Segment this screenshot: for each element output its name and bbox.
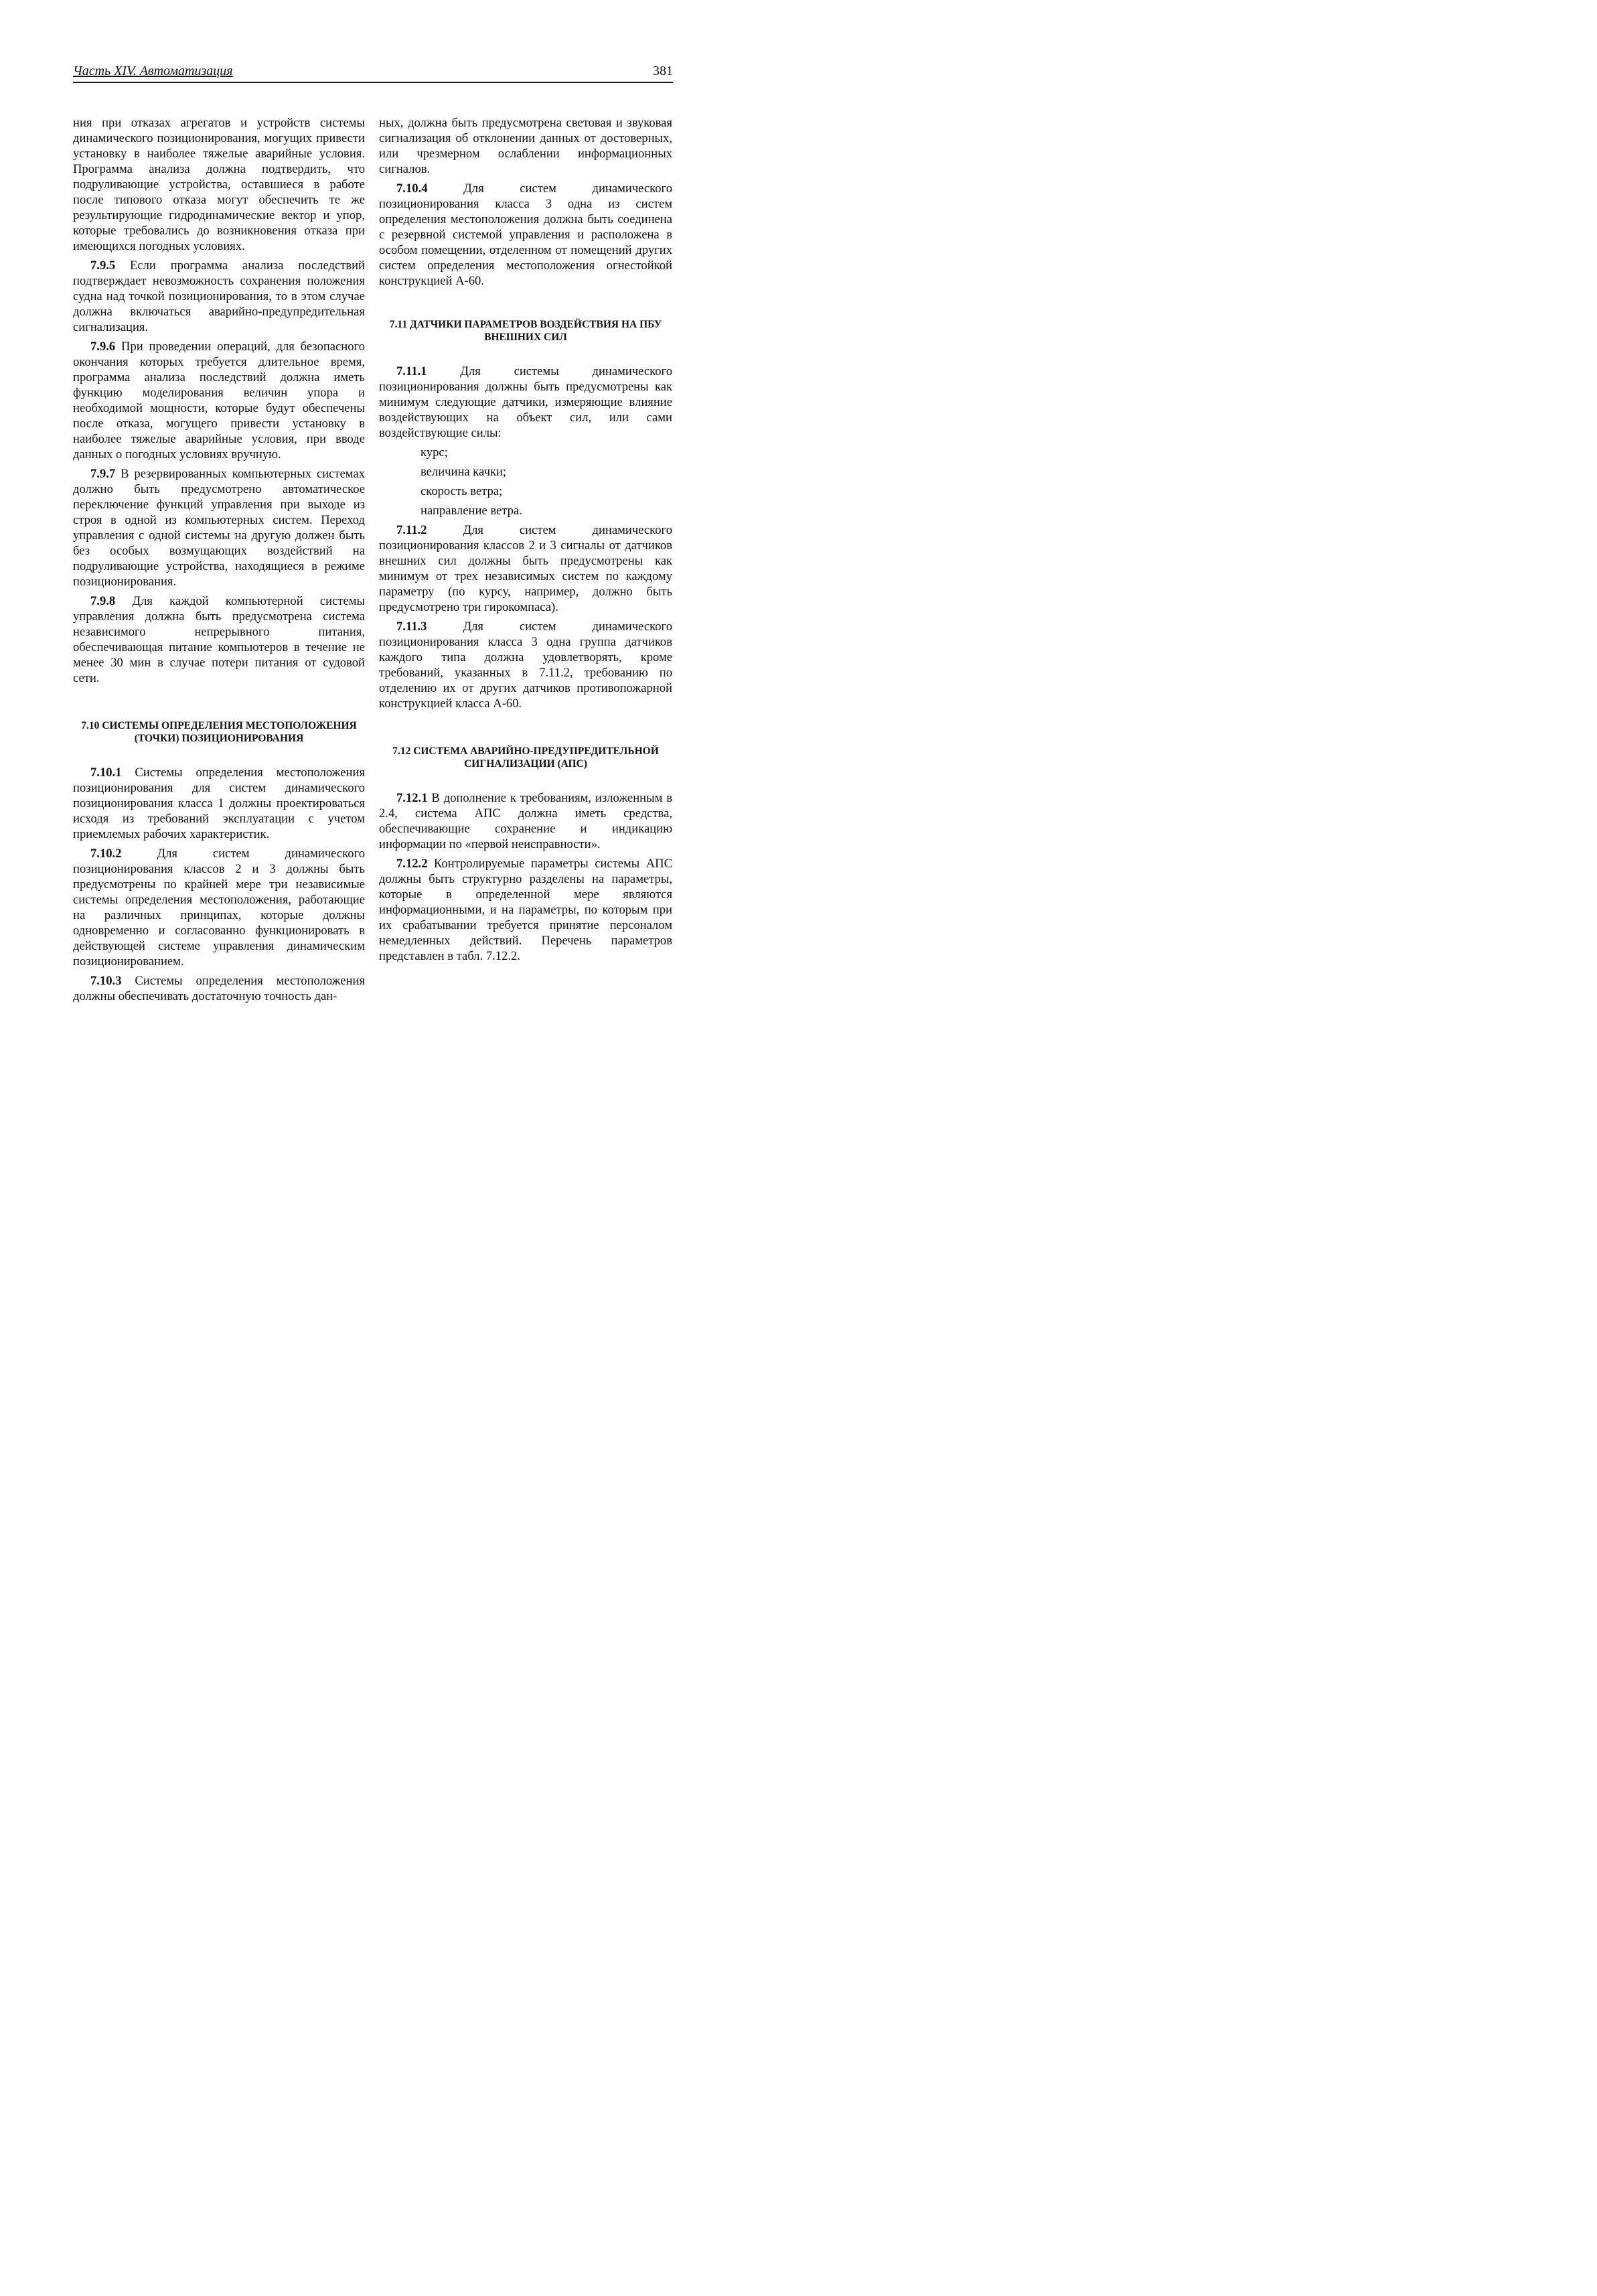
paragraph-7-9-5 [73, 258, 365, 335]
clause-text: Если программа анализа последствий подтверждает невозможность сохранения положения судна над точкой позиционирования, то в этом случае должна включаться аварийно-предупредительная сигнализация. [73, 259, 365, 334]
clause-text: В дополнение к требованиям, изложенным в 2.4, система АПС должна иметь средства, обеспечивающие сохранение и индикацию информации по «первой неисправности». [379, 791, 672, 851]
clause-number: 7.10.4 [396, 182, 428, 196]
clause-number: 7.10.2 [90, 847, 122, 861]
page-header [73, 63, 673, 83]
page-number: 381 [653, 64, 673, 78]
clause-text: Для систем динамического позиционирования классов 2 и 3 сигналы от датчиков внешних сил должны быть предусмотрены как минимум от трех независимых систем по каждому параметру (по курсу, например, должно быть предусмотрено три гирокомпаса). [379, 523, 672, 614]
clause-text: При проведении операций, для безопасного окончания которых требуется длительное время, программа анализа последствий должна иметь функцию моделирования величин упора и необходимой мощности, которые будут обеспечены после отказа, могущего привести установку в наиболее тяжелые аварийные условия, при вводе данных о погодных условиях вручную. [73, 340, 365, 461]
clause-text: Системы определения местоположения должны обеспечивать достаточную точность дан- [73, 974, 365, 1003]
clause-text: Для систем динамического позиционирования класса 3 одна группа датчиков каждого типа должна удовлетворять, кроме требований, указанных в 7.11.2, требованию по отделению их от других датчиков противопожарной конструкцией класса А-60. [379, 620, 672, 711]
running-title: Часть XIV. Автоматизация [73, 64, 233, 78]
list-item: курс; [421, 445, 448, 459]
clause-text: Для каждой компьютерной системы управления должна быть предусмотрена система независимого непрерывного питания, обеспечивающая питание компьютеров в течение не менее 30 мин в случае потери питания от судовой сети. [73, 594, 365, 685]
paragraph-continuation: ния при отказах агрегатов и устройств системы динамического позиционирования, могущих привести установку в наиболее тяжелые аварийные условия. Программа анализа должна подтвердить, что подруливающие устройства, оставшиеся в работе после типового отказа могут обеспечить те же результирующие гидродинамические вектор и упор, которые требовались до возникновения отказа при имеющихся погодных условиях. [73, 116, 365, 253]
paragraph-7-10-3 [73, 973, 365, 1004]
paragraph-7-11-1 [379, 364, 672, 441]
left-column [73, 115, 365, 1008]
clause-number: 7.9.5 [90, 259, 116, 273]
paragraph-7-12-2 [379, 856, 672, 964]
sensor-list [379, 445, 672, 518]
section-heading-7-10: 7.10 СИСТЕМЫ ОПРЕДЕЛЕНИЯ МЕСТОПОЛОЖЕНИЯ (ТОЧКИ) ПОЗИЦИОНИРОВАНИЯ [81, 720, 357, 744]
paragraph-7-11-2 [379, 522, 672, 615]
clause-number: 7.10.1 [90, 766, 122, 780]
clause-text: Контролируемые параметры системы АПС должны быть структурно разделены на параметры, которые в определенной мере являются информационными, и на параметры, по которым при их срабатывании требуется принятие персоналом немедленных действий. Перечень параметров представлен в табл. 7.12.2. [379, 857, 672, 963]
right-column [379, 115, 672, 968]
clause-number: 7.9.6 [90, 340, 116, 354]
list-item: величина качки; [421, 465, 507, 479]
document-page [0, 0, 729, 1031]
clause-number: 7.12.1 [396, 791, 428, 805]
clause-text: Для систем динамического позиционирования классов 2 и 3 должны быть предусмотрены по крайней мере три независимые системы определения местоположения, работающие на различных принципах, которые должны одновременно и согласованно функционировать в действующей системе управления динамическим позиционированием. [73, 847, 365, 968]
clause-number: 7.12.2 [396, 857, 428, 871]
clause-number: 7.9.7 [90, 467, 116, 481]
clause-text: В резервированных компьютерных системах должно быть предусмотрено автоматическое переключение функций управления при выходе из строя в одной из компьютерных систем. Переход управления с одной системы на другую должен быть без особых возмущающих воздействий на подруливающие устройства, находящиеся в режиме позиционирования. [73, 467, 365, 589]
clause-number: 7.11.1 [396, 364, 427, 378]
clause-number: 7.10.3 [90, 974, 122, 988]
paragraph-7-11-3 [379, 619, 672, 711]
section-heading-7-12: 7.12 СИСТЕМА АВАРИЙНО-ПРЕДУПРЕДИТЕЛЬНОЙ СИГНАЛИЗАЦИИ (АПС) [392, 745, 659, 770]
clause-number: 7.9.8 [90, 594, 116, 608]
clause-text: Системы определения местоположения позиционирования для систем динамического позиционирования класса 1 должны проектироваться исходя из требований эксплуатации с учетом приемлемых рабочих характеристик. [73, 766, 365, 841]
clause-text: Для систем динамического позиционирования класса 3 одна из систем определения местоположения должна быть соединена с резервной системой управления и расположена в особом помещении, отделенном от помещений других систем определения местоположения огнестойкой конструкцией А-60. [379, 182, 672, 288]
section-heading-7-11: 7.11 ДАТЧИКИ ПАРАМЕТРОВ ВОЗДЕЙСТВИЯ НА ПБУ ВНЕШНИХ СИЛ [389, 319, 662, 343]
paragraph-continuation: ных, должна быть предусмотрена световая и звуковая сигнализация об отклонении данных от достоверных, или чрезмерном ослаблении информационных сигналов. [379, 116, 672, 176]
paragraph-7-9-7 [73, 466, 365, 589]
list-item: направление ветра. [421, 504, 522, 518]
paragraph-7-9-8 [73, 593, 365, 686]
list-item: скорость ветра; [421, 484, 503, 498]
paragraph-7-10-1 [73, 765, 365, 842]
clause-number: 7.11.3 [396, 620, 427, 634]
paragraph-7-10-4 [379, 181, 672, 289]
clause-text: Для системы динамического позиционирования должны быть предусмотрены как минимум следующие датчики, измеряющие влияние воздействующих на объект сил, или сами воздействующие силы: [379, 364, 672, 440]
paragraph-7-9-6 [73, 339, 365, 462]
paragraph-7-10-2 [73, 846, 365, 969]
clause-number: 7.11.2 [396, 523, 427, 537]
paragraph-7-12-1 [379, 790, 672, 852]
